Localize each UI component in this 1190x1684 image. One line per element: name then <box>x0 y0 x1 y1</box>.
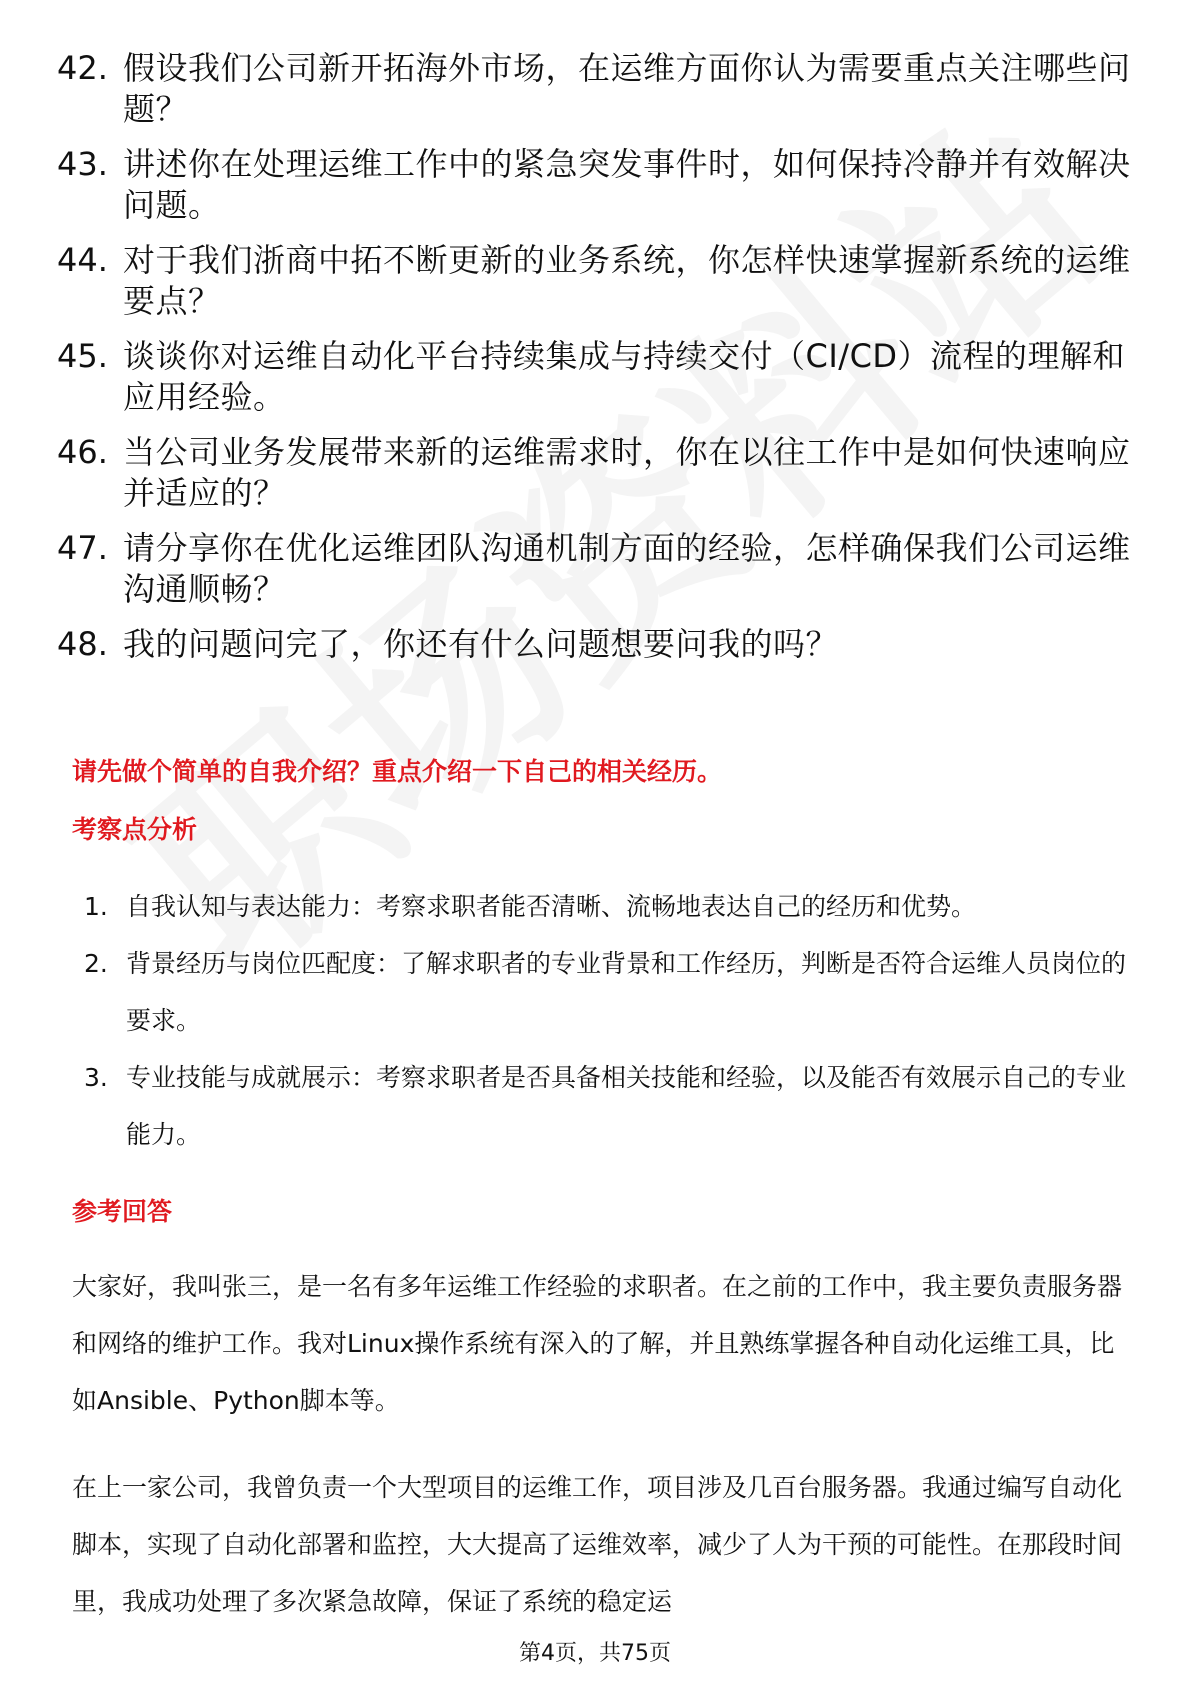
answer-paragraph: 大家好，我叫张三，是一名有多年运维工作经验的求职者。在之前的工作中，我主要负责服务器和网络的维护工作。我对Linux操作系统有深入的了解，并且熟练掌握各种自动化运维工具，比如Ansible、Python脚本等。 <box>72 1272 1123 1415</box>
question-item <box>57 336 1137 418</box>
question-number: 44. <box>57 241 108 279</box>
question-list <box>57 48 1137 679</box>
answer-paragraph: 在上一家公司，我曾负责一个大型项目的运维工作，项目涉及几百台服务器。我通过编写自动化脚本，实现了自动化部署和监控，大大提高了运维效率，减少了人为干预的可能性。在那段时间里，我成功处理了多次紧急故障，保证了系统的稳定运 <box>72 1473 1123 1616</box>
question-text: 谈谈你对运维自动化平台持续集成与持续交付（CI/CD）流程的理解和应用经验。 <box>123 337 1126 416</box>
question-item <box>57 240 1137 322</box>
analysis-number: 2. <box>84 949 108 978</box>
main-question-heading: 请先做个简单的自我介绍？重点介绍一下自己的相关经历。 <box>72 757 723 786</box>
question-item <box>57 528 1137 610</box>
analysis-heading: 考察点分析 <box>72 815 198 844</box>
analysis-text: 专业技能与成就展示：考察求职者是否具备相关技能和经验，以及能否有效展示自己的专业能力。 <box>126 1063 1127 1149</box>
analysis-item <box>84 935 1134 1049</box>
question-number: 42. <box>57 49 108 87</box>
analysis-item <box>84 878 1134 935</box>
question-text: 讲述你在处理运维工作中的紧急突发事件时，如何保持冷静并有效解决问题。 <box>123 145 1131 224</box>
question-number: 43. <box>57 145 108 183</box>
question-number: 46. <box>57 433 108 471</box>
question-text: 当公司业务发展带来新的运维需求时，你在以往工作中是如何快速响应并适应的？ <box>123 433 1131 512</box>
analysis-number: 3. <box>84 1063 108 1092</box>
question-item <box>57 48 1137 130</box>
question-text: 假设我们公司新开拓海外市场，在运维方面你认为需要重点关注哪些问题？ <box>123 49 1131 128</box>
analysis-number: 1. <box>84 892 108 921</box>
analysis-text: 自我认知与表达能力：考察求职者能否清晰、流畅地表达自己的经历和优势。 <box>126 892 977 921</box>
reference-answer-heading: 参考回答 <box>72 1197 173 1226</box>
analysis-item <box>84 1049 1134 1163</box>
question-number: 47. <box>57 529 108 567</box>
question-item <box>57 144 1137 226</box>
question-text: 请分享你在优化运维团队沟通机制方面的经验，怎样确保我们公司运维沟通顺畅？ <box>123 529 1131 608</box>
question-text: 我的问题问完了，你还有什么问题想要问我的吗？ <box>123 625 839 663</box>
question-item <box>57 624 1137 665</box>
page-footer: 第4页，共75页 <box>519 1641 671 1666</box>
question-number: 48. <box>57 625 108 663</box>
question-text: 对于我们浙商中拓不断更新的业务系统，你怎样快速掌握新系统的运维要点？ <box>123 241 1131 320</box>
question-item <box>57 432 1137 514</box>
analysis-list <box>84 878 1134 1163</box>
question-number: 45. <box>57 337 108 375</box>
analysis-text: 背景经历与岗位匹配度：了解求职者的专业背景和工作经历，判断是否符合运维人员岗位的要求。 <box>126 949 1127 1035</box>
